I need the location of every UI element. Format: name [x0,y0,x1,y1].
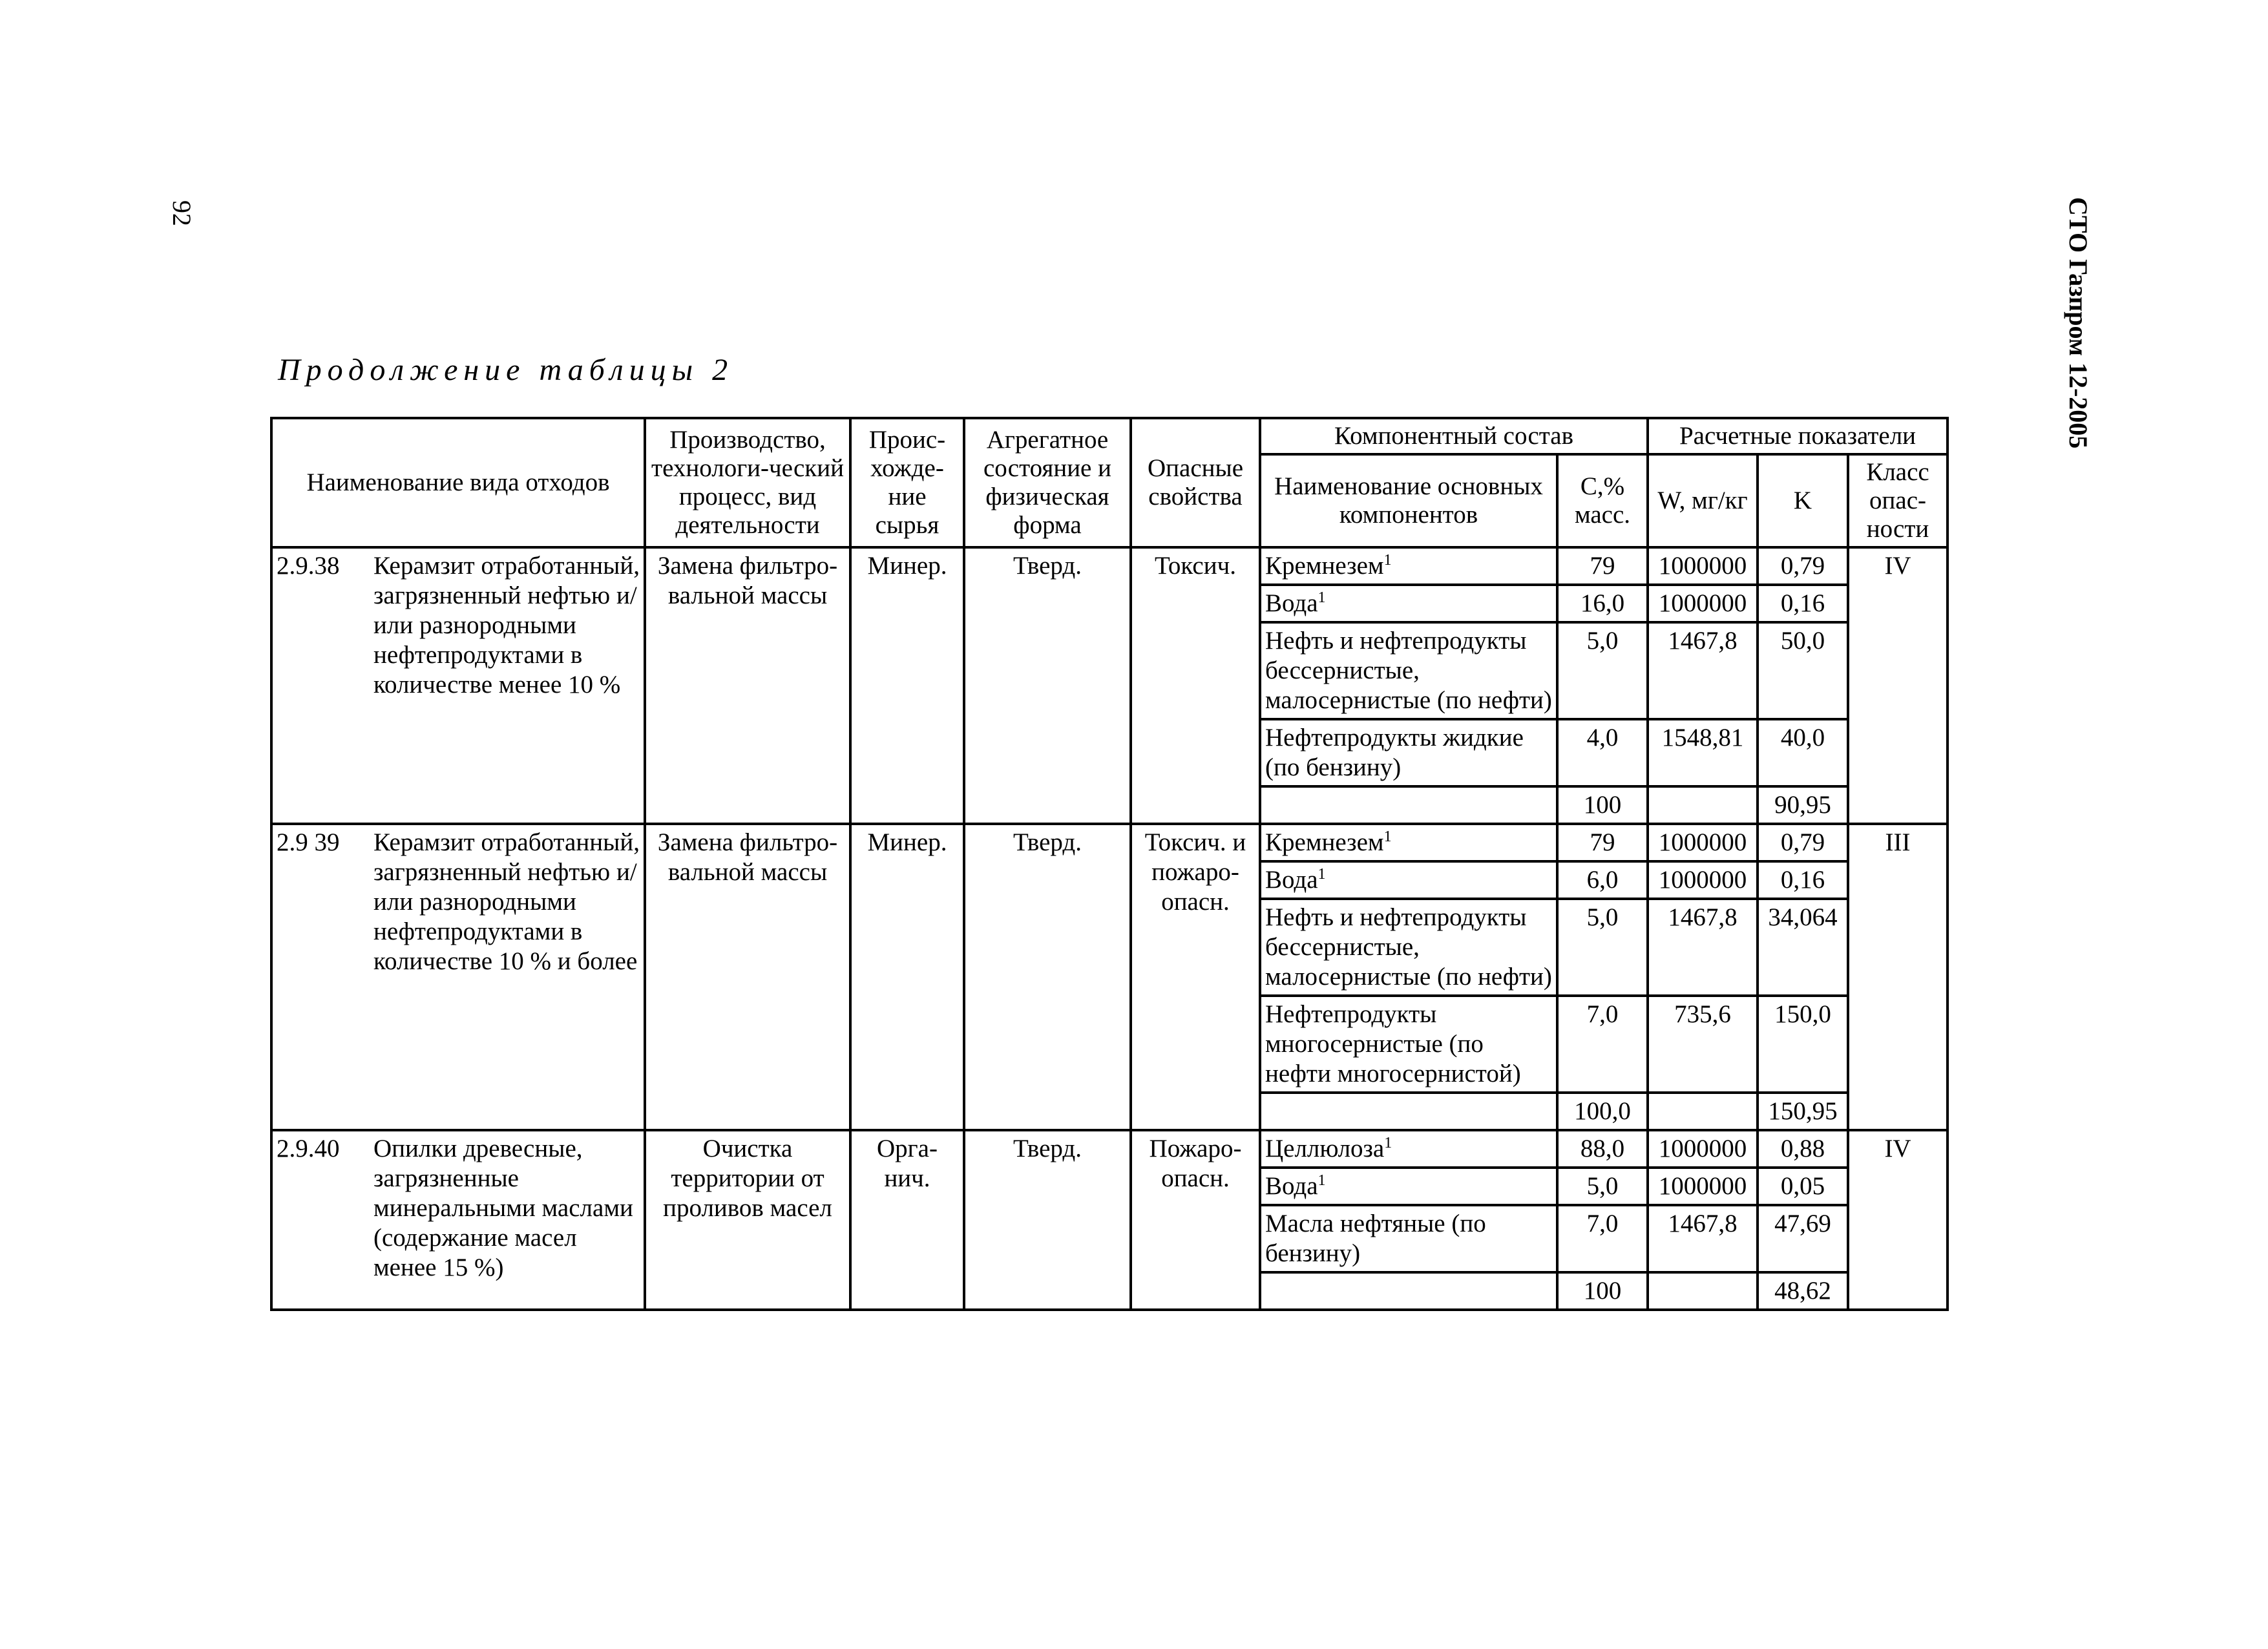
component-w: 1000000 [1648,1168,1758,1205]
component-w: 1548,81 [1648,719,1758,786]
total-c: 100 [1557,786,1648,824]
total-label-cell [1260,1272,1557,1310]
header-concentration: С,% масс. [1557,454,1648,547]
component-k: 0,88 [1758,1130,1848,1168]
total-c: 100,0 [1557,1093,1648,1130]
document-code: СТО Газпром 12-2005 [2064,197,2093,449]
waste-name: Керамзит отработанный, загрязненный нефтью и/или разнородными нефтепродуктами в количестве менее 10 % [373,552,640,698]
component-c: 16,0 [1557,585,1648,622]
component-c: 88,0 [1557,1130,1648,1168]
component-c: 79 [1557,547,1648,585]
waste-table [270,417,1949,1311]
origin-cell: Минер. [850,824,964,1130]
component-c: 5,0 [1557,622,1648,719]
total-c: 100 [1557,1272,1648,1310]
header-aggregate: Агрегатное состояние и физическая форма [964,418,1131,547]
component-k: 40,0 [1758,719,1848,786]
header-calc-group: Расчетные показатели [1648,418,1948,454]
production-cell: Очистка территории от проливов масел [645,1130,850,1310]
component-label: Нефтепродукты жидкие (по бензину) [1265,724,1524,781]
header-waste-name: Наименование вида отходов [271,418,645,547]
component-k: 150,0 [1758,996,1848,1093]
component-w: 1000000 [1648,585,1758,622]
page-number: 92 [167,200,196,226]
hazard-class-cell: IV [1848,1130,1948,1310]
hazard-cell: Токсич. и пожаро-опасн. [1131,824,1260,1130]
footnote-mark: 1 [1383,552,1392,569]
component-k: 0,16 [1758,585,1848,622]
waste-name-cell [271,547,645,824]
hazard-class-cell: IV [1848,547,1948,824]
table-row [271,547,1948,585]
footnote-mark: 1 [1318,589,1326,606]
table-caption: Продолжение таблицы 2 [278,353,734,387]
component-k: 0,79 [1758,824,1848,861]
total-w-cell [1648,1272,1758,1310]
production-cell: Замена фильтро-вальной массы [645,547,850,824]
component-name [1260,996,1557,1093]
total-w-cell [1648,786,1758,824]
component-c: 79 [1557,824,1648,861]
component-name [1260,899,1557,996]
component-k: 0,79 [1758,547,1848,585]
component-w: 1467,8 [1648,622,1758,719]
aggregate-cell: Тверд. [964,547,1131,824]
hazard-class-cell: III [1848,824,1948,1130]
component-w: 1000000 [1648,547,1758,585]
table-row [271,1130,1948,1168]
component-label: Кремнезем [1265,828,1384,856]
footnote-mark: 1 [1318,1172,1326,1189]
component-k: 0,16 [1758,861,1848,899]
component-label: Нефть и нефтепродукты бессернистые, малосернистые (по нефти) [1265,627,1552,714]
component-name [1260,1168,1557,1205]
component-k: 34,064 [1758,899,1848,996]
component-name [1260,547,1557,585]
component-k: 50,0 [1758,622,1848,719]
total-k: 48,62 [1758,1272,1848,1310]
header-k: K [1758,454,1848,547]
component-c: 7,0 [1557,996,1648,1093]
aggregate-cell: Тверд. [964,1130,1131,1310]
component-name [1260,585,1557,622]
waste-number: 2.9.40 [277,1135,340,1162]
component-name [1260,1205,1557,1272]
footnote-mark: 1 [1384,1135,1392,1151]
component-label: Нефтепродукты многосернистые (по нефти многосернистой) [1265,1000,1521,1087]
component-label: Вода [1265,589,1318,617]
header-hazard-class: Класс опас-ности [1848,454,1948,547]
header-component-group: Компонентный состав [1260,418,1648,454]
aggregate-cell: Тверд. [964,824,1131,1130]
component-label: Вода [1265,866,1318,894]
component-label: Кремнезем [1265,552,1384,580]
table-row [271,824,1948,861]
component-w: 1000000 [1648,861,1758,899]
header-hazard: Опасные свойства [1131,418,1260,547]
header-production: Производство, технологи-ческий процесс, вид деятельности [645,418,850,547]
component-c: 5,0 [1557,899,1648,996]
waste-number: 2.9.38 [277,552,340,580]
component-c: 4,0 [1557,719,1648,786]
total-w-cell [1648,1093,1758,1130]
origin-cell: Минер. [850,547,964,824]
component-w: 1467,8 [1648,1205,1758,1272]
production-cell: Замена фильтро-вальной массы [645,824,850,1130]
header-origin: Проис-хожде-ние сырья [850,418,964,547]
header-component-name: Наименование основных компонентов [1260,454,1557,547]
component-name [1260,622,1557,719]
component-k: 47,69 [1758,1205,1848,1272]
waste-number: 2.9 39 [277,828,340,856]
component-name [1260,1130,1557,1168]
component-c: 7,0 [1557,1205,1648,1272]
total-k: 90,95 [1758,786,1848,824]
total-label-cell [1260,786,1557,824]
origin-cell: Орга-нич. [850,1130,964,1310]
component-label: Вода [1265,1172,1318,1200]
component-c: 5,0 [1557,1168,1648,1205]
total-label-cell [1260,1093,1557,1130]
component-name [1260,719,1557,786]
waste-name-cell [271,1130,645,1310]
component-label: Целлюлоза [1265,1135,1385,1162]
total-k: 150,95 [1758,1093,1848,1130]
component-w: 1467,8 [1648,899,1758,996]
component-k: 0,05 [1758,1168,1848,1205]
component-name [1260,824,1557,861]
component-name [1260,861,1557,899]
waste-name-cell [271,824,645,1130]
footnote-mark: 1 [1383,828,1392,845]
component-w: 1000000 [1648,1130,1758,1168]
footnote-mark: 1 [1318,866,1326,883]
hazard-cell: Пожаро-опасн. [1131,1130,1260,1310]
hazard-cell: Токсич. [1131,547,1260,824]
component-w: 1000000 [1648,824,1758,861]
component-c: 6,0 [1557,861,1648,899]
component-label: Масла нефтяные (по бензину) [1265,1210,1486,1267]
waste-name: Опилки древесные, загрязненные минеральными маслами (содержание масел менее 15 %) [373,1135,633,1281]
header-w: W, мг/кг [1648,454,1758,547]
waste-name: Керамзит отработанный, загрязненный нефтью и/или разнородными нефтепродуктами в количестве 10 % и более [373,828,640,975]
component-w: 735,6 [1648,996,1758,1093]
component-label: Нефть и нефтепродукты бессернистые, малосернистые (по нефти) [1265,903,1552,991]
